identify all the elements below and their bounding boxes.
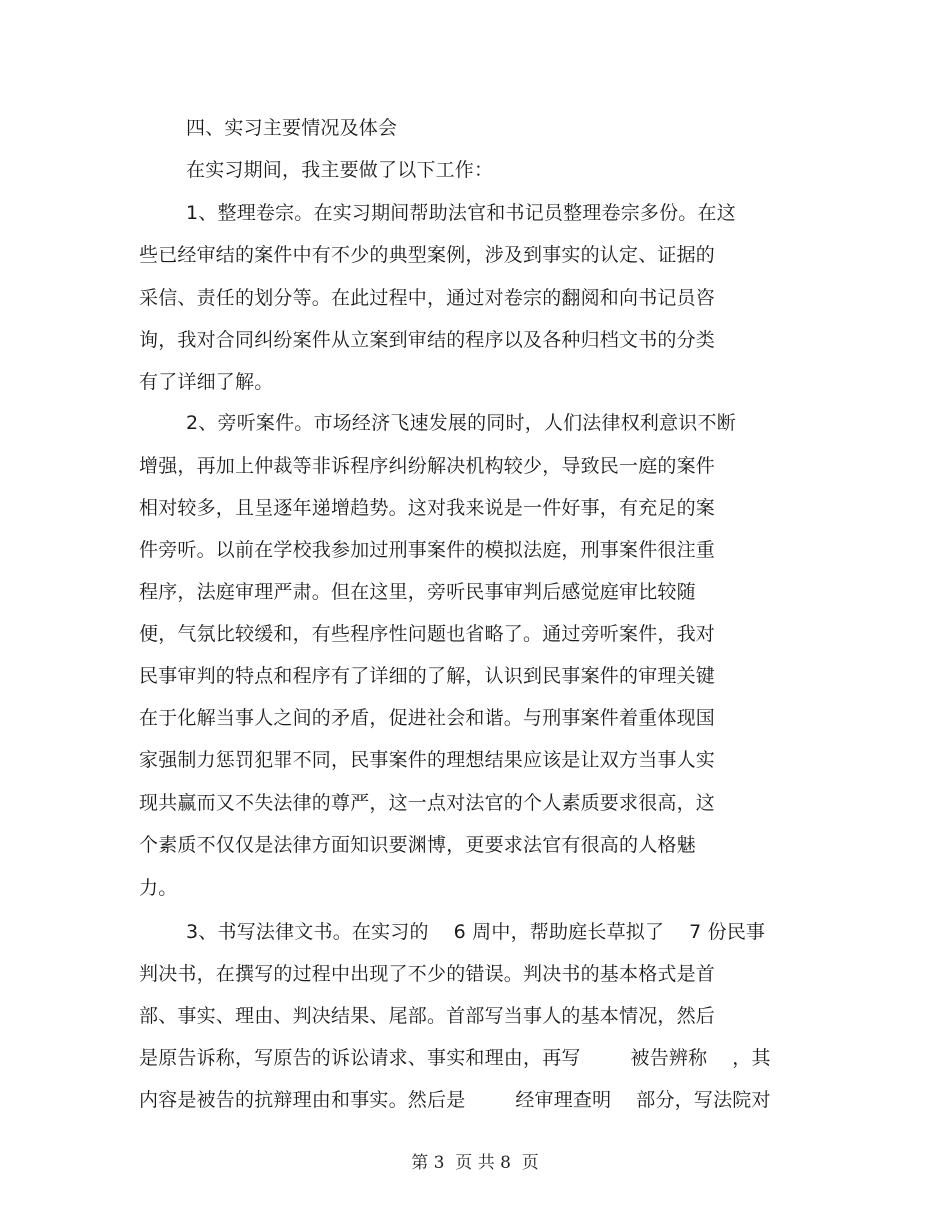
- paragraph-line: 在于化解当事人之间的矛盾，促进社会和谐。与刑事案件着重体现国: [139, 707, 716, 729]
- paragraph-line: 3、书写法律文书。在实习的 6 周中，帮助庭长草拟了 7 份民事: [186, 921, 766, 943]
- paragraph-line: 有了详细了解。: [139, 371, 274, 393]
- paragraph-line: 在实习期间，我主要做了以下工作：: [186, 159, 494, 181]
- page-number-footer: 第 3 页 共 8 页: [411, 1153, 539, 1173]
- paragraph-line: 询，我对合同纠纷案件从立案到审结的程序以及各种归档文书的分类: [139, 329, 716, 351]
- paragraph-line: 程序，法庭审理严肃。但在这里，旁听民事审判后感觉庭审比较随: [139, 581, 696, 603]
- paragraph-line: 增强，再加上仲裁等非诉程序纠纷解决机构较少，导致民一庭的案件: [139, 455, 716, 477]
- paragraph-line: 部、事实、理由、判决结果、尾部。首部写当事人的基本情况，然后: [139, 1005, 716, 1027]
- paragraph-line: 件旁听。以前在学校我参加过刑事案件的模拟法庭，刑事案件很注重: [139, 539, 716, 561]
- paragraph-line: 力。: [139, 877, 178, 899]
- paragraph-line: 民事审判的特点和程序有了详细的了解，认识到民事案件的审理关键: [139, 665, 716, 687]
- paragraph-line: 采信、责任的划分等。在此过程中，通过对卷宗的翻阅和向书记员咨: [139, 287, 716, 309]
- paragraph-line: 1、整理卷宗。在实习期间帮助法官和书记员整理卷宗多份。在这: [186, 202, 736, 224]
- paragraph-line: 判决书，在撰写的过程中出现了不少的错误。判决书的基本格式是首: [139, 963, 716, 985]
- paragraph-line: 现共赢而又不失法律的尊严，这一点对法官的个人素质要求很高，这: [139, 792, 716, 814]
- paragraph-line: 相对较多，且呈逐年递增趋势。这对我来说是一件好事，有充足的案: [139, 497, 716, 519]
- paragraph-line: 些已经审结的案件中有不少的典型案例，涉及到事实的认定、证据的: [139, 244, 716, 266]
- paragraph-line: 便，气氛比较缓和，有些程序性问题也省略了。通过旁听案件，我对: [139, 623, 716, 645]
- paragraph-line: 内容是被告的抗辩理由和事实。然后是 经审理查明 部分，写法院对: [139, 1089, 771, 1111]
- section-heading: 四、实习主要情况及体会: [186, 117, 398, 139]
- paragraph-line: 2、旁听案件。市场经济飞速发展的同时，人们法律权利意识不断: [186, 412, 736, 434]
- paragraph-line: 是原告诉称，写原告的诉讼请求、事实和理由，再写 被告辨称 ，其: [139, 1047, 771, 1069]
- paragraph-line: 家强制力惩罚犯罪不同，民事案件的理想结果应该是让双方当事人实: [139, 749, 716, 771]
- paragraph-line: 个素质不仅仅是法律方面知识要渊博，更要求法官有很高的人格魅: [139, 834, 696, 856]
